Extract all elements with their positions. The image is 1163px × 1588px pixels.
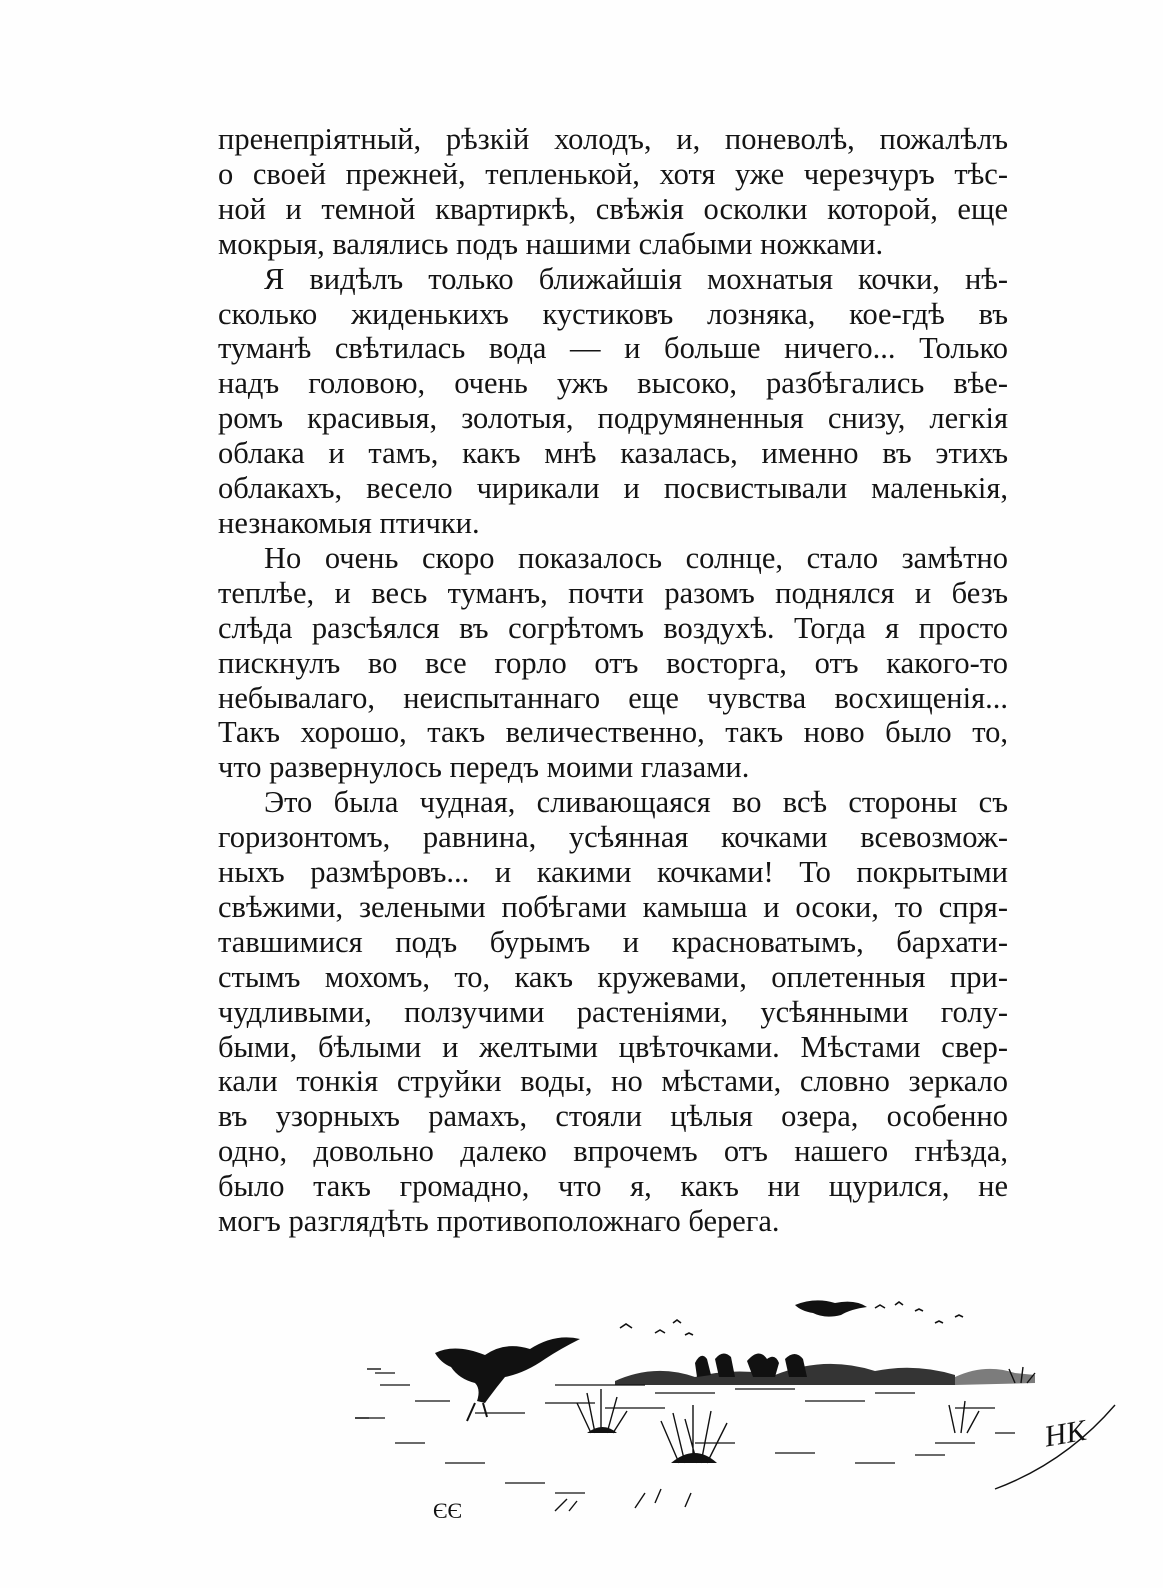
- text-line: небывалаго, неиспытаннаго еще чувства восхищенія...: [218, 680, 1008, 715]
- paragraph-3: [218, 541, 1008, 785]
- text-line: Но очень скоро показалось солнце, стало замѣтно: [264, 540, 1008, 575]
- water-lines: [355, 1373, 1015, 1493]
- text-line: ромъ красивыя, золотыя, подрумяненныя снизу, легкія: [218, 401, 1008, 436]
- text-line: въ узорныхъ рамахъ, стояли цѣлыя озера, особенно: [218, 1099, 1008, 1134]
- text-line: пренепріятный, рѣзкій холодъ, и, поневолѣ, пожалѣлъ: [218, 122, 1008, 156]
- text-line: туманѣ свѣтилась вода — и больше ничего... Только: [218, 331, 1008, 366]
- text-line: было такъ громадно, что я, какъ ни щурился, не: [218, 1169, 1008, 1204]
- text-line: Я видѣлъ только ближайшія мохнатыя кочки, нѣ-: [264, 261, 1008, 296]
- text-line: горизонтомъ, равнина, усѣянная кочками всевозмож-: [218, 820, 1008, 855]
- paragraph-4: [218, 785, 1008, 1239]
- text-line: что развернулось передъ моими глазами.: [218, 750, 750, 785]
- margin-dashes: [355, 1369, 381, 1418]
- text-line: свѣжими, зелеными побѣгами камыша и осоки, то спря-: [218, 889, 1008, 924]
- text-line: тавшимися подъ бурымъ и красноватымъ, бархати-: [218, 924, 1008, 959]
- goose-landing: [435, 1337, 580, 1421]
- goose-flying-top: [795, 1300, 867, 1316]
- paragraph-1: [218, 122, 1008, 262]
- artist-signature-right: НК: [1041, 1413, 1089, 1454]
- text-line: кали тонкія струйки воды, но мѣстами, словно зеркало: [218, 1064, 1008, 1099]
- text-line: облака и тамъ, какъ мнѣ казалась, именно въ этихъ: [218, 436, 1008, 471]
- distant-reeds: [615, 1364, 1035, 1385]
- marsh-vignette-illustration: [355, 1293, 1130, 1538]
- flying-birds: [620, 1302, 963, 1335]
- paragraph-2: [218, 262, 1008, 541]
- text-line: чудливыми, ползучими растеніями, усѣянными голу-: [218, 994, 1008, 1029]
- text-line: быми, бѣлыми и желтыми цвѣточками. Мѣстами свер-: [218, 1029, 1008, 1064]
- page-text: [218, 122, 1008, 1239]
- text-line: сколько жиденькихъ кустиковъ лозняка, кое-гдѣ въ: [218, 296, 1008, 331]
- text-line: облакахъ, весело чирикали и посвистывали маленькія,: [218, 471, 1008, 506]
- marsh-scene: [355, 1293, 1130, 1538]
- text-line: слѣда разсѣялся въ согрѣтомъ воздухѣ. Тогда я просто: [218, 610, 1008, 645]
- text-line: одно, довольно далеко впрочемъ отъ нашего гнѣзда,: [218, 1134, 1008, 1169]
- artist-signature-left: ЄЄ: [433, 1498, 463, 1523]
- text-line: незнакомыя птички.: [218, 505, 480, 540]
- text-line: ныхъ размѣровъ... и какими кочками! То покрытыми: [218, 855, 1008, 890]
- text-line: могъ разглядѣть противоположнаго берега.: [218, 1204, 780, 1239]
- text-line: мокрыя, валялись подъ нашими слабыми ножками.: [218, 226, 884, 261]
- text-line: стымъ мохомъ, то, какъ кружевами, оплетенныя при-: [218, 959, 1008, 994]
- grass-clumps: [587, 1427, 717, 1463]
- text-line: теплѣе, и весь туманъ, почти разомъ поднялся и безъ: [218, 575, 1008, 610]
- text-line: ной и темной квартиркѣ, свѣжія осколки которой, еще: [218, 191, 1008, 226]
- text-line: о своей прежней, тепленькой, хотя уже черезчуръ тѣс-: [218, 156, 1008, 191]
- text-line: Это была чудная, сливающаяся во всѣ стороны съ: [264, 785, 1008, 820]
- text-line: пискнулъ во все горло отъ восторга, отъ какого-то: [218, 645, 1008, 680]
- text-line: Такъ хорошо, такъ величественно, такъ ново было то,: [218, 715, 1008, 750]
- text-line: надъ головою, очень ужъ высоко, разбѣгались вѣе-: [218, 366, 1008, 401]
